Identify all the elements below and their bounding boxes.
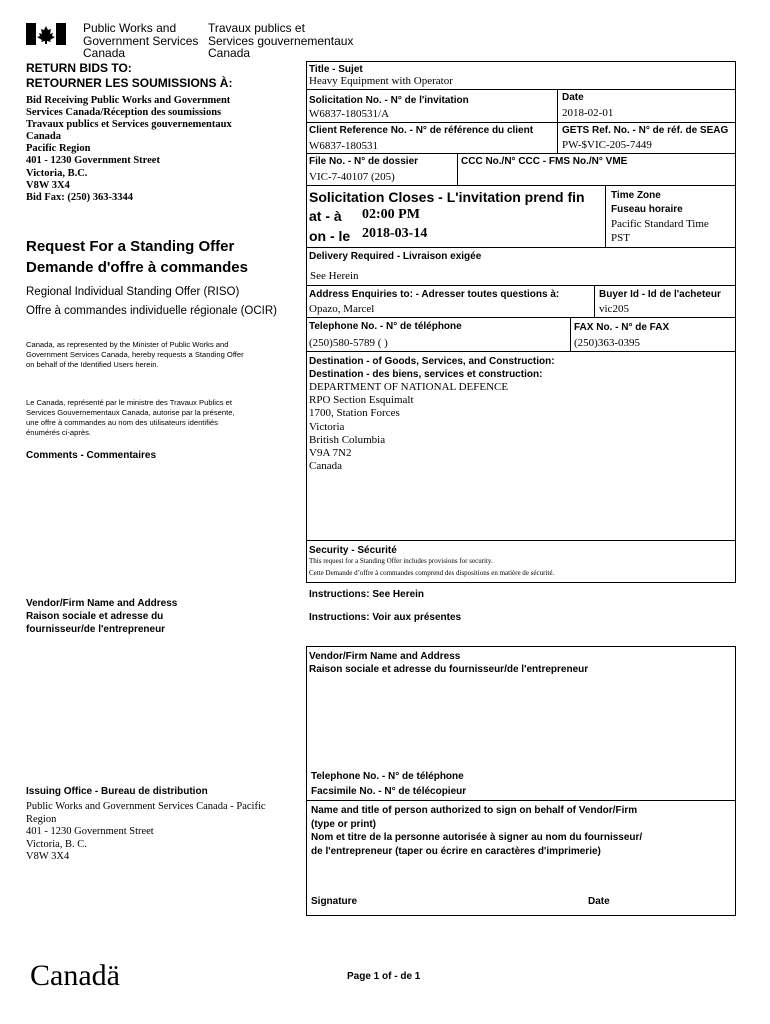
vendor-left-label: Vendor/Firm Name and Address Raison sociale et adresse du fournisseur/de l'entrepreneur <box>26 598 178 635</box>
return-bids-address: Bid Receiving Public Works and Government Services Canada/Réception des soumissions Travaux publics et Services gouvernementaux Canada Pacific Region 401 - 1230 Government Street Victoria, B.C. V8W 3X4 Bid Fax: (250) 363-3344 <box>26 95 232 203</box>
request-title: Request For a Standing Offer Demande d'offre à commandes <box>26 238 248 276</box>
comments-label: Comments - Commentaires <box>26 450 157 461</box>
canada-wordmark: Canadä <box>30 959 120 992</box>
closes-date-value: 2018-03-14 <box>362 226 428 241</box>
security-text-en: This request for a Standing Offer includes provisions for security. <box>309 557 493 565</box>
gets-ref-value: PW-$VIC-205-7449 <box>562 139 652 151</box>
signature-label: Signature <box>311 896 358 907</box>
page-number: Page 1 of - de 1 <box>347 971 421 982</box>
delivery-required-value: See Herein <box>310 270 359 282</box>
destination-address: DEPARTMENT OF NATIONAL DEFENCE RPO Section Esquimalt 1700, Station Forces Victoria British Columbia V9A 7N2 Canada <box>309 381 509 473</box>
closes-time-value: 02:00 PM <box>362 207 420 222</box>
client-ref-label: Client Reference No. - N° de référence du client <box>309 125 534 136</box>
buyer-id-label: Buyer Id - Id de l'acheteur <box>599 289 721 300</box>
client-ref-value: W6837-180531 <box>309 140 379 152</box>
file-no-label: File No. - N° de dossier <box>309 156 419 167</box>
date-label: Date <box>562 92 584 103</box>
vendor-box-label: Vendor/Firm Name and Address Raison sociale et adresse du fournisseur/de l'entrepreneur <box>309 651 589 675</box>
ccc-no-label: CCC No./N° CCC - FMS No./N° VME <box>461 156 628 167</box>
solicitation-no-value: W6837-180531/A <box>309 108 390 120</box>
security-text-fr: Cette Demande d’offre à commandes comprend des dispositions en matière de sécurité. <box>309 569 555 577</box>
request-paragraph-en: Canada, as represented by the Minister of Public Works and Government Services Canada, hereby requests a Standing Offer on behalf of the Identified Users herein. <box>26 340 244 369</box>
gets-ref-label: GETS Ref. No. - N° de réf. de SEAG <box>562 125 729 136</box>
time-zone-label: Time Zone Fuseau horaire <box>611 190 683 215</box>
telephone-value: (250)580-5789 ( ) <box>309 337 388 349</box>
date-value: 2018-02-01 <box>562 107 614 119</box>
address-enquiries-label: Address Enquiries to: - Adresser toutes questions à: <box>309 289 560 300</box>
fax-label: FAX No. - N° de FAX <box>574 322 670 333</box>
department-name-en: Public Works and Government Services Canada <box>83 21 199 60</box>
security-label: Security - Sécurité <box>309 545 397 556</box>
delivery-required-label: Delivery Required - Livraison exigée <box>309 251 482 262</box>
instructions-fr: Instructions: Voir aux présentes <box>309 612 462 623</box>
authorized-person-label: Name and title of person authorized to sign on behalf of Vendor/Firm (type or print) Nom et titre de la personne autorisée à signer au nom du fournisseur/ de l'entrepreneur (taper ou écrire en caractères d'imprimerie) <box>311 805 643 857</box>
time-zone-value: Pacific Standard Time PST <box>611 218 709 244</box>
department-name-fr: Travaux publics et Services gouvernementaux Canada <box>208 21 354 60</box>
address-enquiries-value: Opazo, Marcel <box>309 303 375 315</box>
vendor-facsimile-label: Facsimile No. - N° de télécopieur <box>311 786 467 797</box>
riso-subtitle: Regional Individual Standing Offer (RISO) Offre à commandes individuelle régionale (OCIR) <box>26 286 277 317</box>
buyer-id-value: vic205 <box>599 303 629 315</box>
issuing-office-address: Public Works and Government Services Canada - Pacific Region 401 - 1230 Government Street Victoria, B. C. V8W 3X4 <box>26 801 266 862</box>
closes-on-label: on - le <box>309 228 351 244</box>
request-paragraph-fr: Le Canada, représenté par le ministre des Travaux Publics et Services Gouvernementaux Canada, autorise par la présente, une offre à commandes au nom des utilisateurs identifiés énumérés ci-après. <box>26 398 235 437</box>
issuing-office-label: Issuing Office - Bureau de distribution <box>26 786 208 797</box>
vendor-telephone-label: Telephone No. - N° de téléphone <box>311 771 464 782</box>
government-flag-logo <box>26 23 66 45</box>
solicitation-no-label: Solicitation No. - N° de l'invitation <box>309 95 469 106</box>
solicitation-closes-label: Solicitation Closes - L'invitation prend fin <box>309 189 585 205</box>
destination-label: Destination - of Goods, Services, and Construction: Destination - des biens, services et construction: <box>309 356 555 380</box>
telephone-label: Telephone No. - N° de téléphone <box>309 321 462 332</box>
closes-at-label: at - à <box>309 208 342 224</box>
fax-value: (250)363-0395 <box>574 337 640 349</box>
title-value: Heavy Equipment with Operator <box>309 75 453 87</box>
title-label: Title - Sujet <box>309 64 363 75</box>
file-no-value: VIC-7-40107 (205) <box>309 171 395 183</box>
return-bids-heading: RETURN BIDS TO: RETOURNER LES SOUMISSIONS À: <box>26 61 233 90</box>
signature-date-label: Date <box>588 896 610 907</box>
instructions-en: Instructions: See Herein <box>309 589 425 600</box>
